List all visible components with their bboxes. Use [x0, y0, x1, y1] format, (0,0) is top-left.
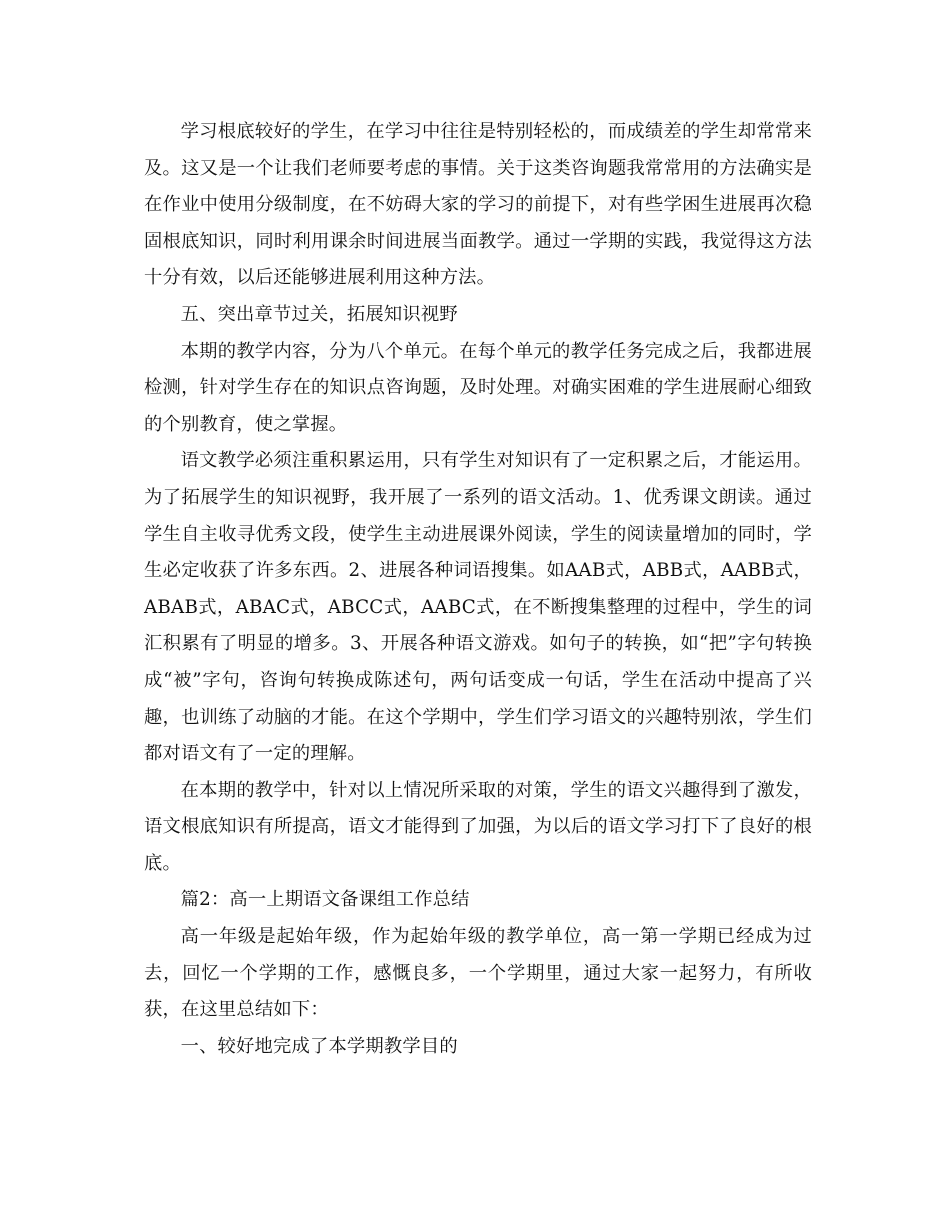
- paragraph-chinese-activities: 语文教学必须注重积累运用，只有学生对知识有了一定积累之后，才能运用。为了拓展学生的知识视野，我开展了一系列的语文活动。1、优秀课文朗读。通过学生自主收寻优秀文段，使学生主动进展课外阅读，学生的阅读量增加的同时，学生必定收获了许多东西。2、进展各种词语搜集。如AAB式，ABB式，AABB式，ABAB式，ABAC式，ABCC式，AABC式，在不断搜集整理的过程中，学生的词汇积累有了明显的增多。3、开展各种语文游戏。如句子的转换，如“把”字句转换成“被”字句，咨询句转换成陈述句，两句话变成一句话，学生在活动中提高了兴趣，也训练了动脑的才能。在这个学期中，学生们学习语文的兴趣特别浓，学生们都对语文有了一定的理解。: [144, 450, 812, 765]
- document-body: [144, 114, 812, 1065]
- section-heading-part-two: 篇2：高一上期语文备课组工作总结: [180, 889, 470, 911]
- paragraph-grade-intro: 高一年级是起始年级，作为起始年级的教学单位，高一第一学期已经成为过去，回忆一个学期的工作，感慨良多，一个学期里，通过大家一起努力，有所收获，在这里总结如下：: [144, 926, 812, 1021]
- paragraph-study-levels: 学习根底较好的学生，在学习中往往是特别轻松的，而成绩差的学生却常常来及。这又是一个让我们老师要考虑的事情。关于这类咨询题我常常用的方法确实是在作业中使用分级制度，在不妨碍大家的学习的前提下，对有些学困生进展再次稳固根底知识，同时利用课余时间进展当面教学。通过一学期的实践，我觉得这方法十分有效，以后还能够进展利用这种方法。: [144, 121, 812, 289]
- paragraph-units-testing: 本期的教学内容，分为八个单元。在每个单元的教学任务完成之后，我都进展检测，针对学生存在的知识点咨询题，及时处理。对确实困难的学生进展耐心细致的个别教育，使之掌握。: [144, 340, 812, 435]
- paragraph-results: 在本期的教学中，针对以上情况所采取的对策，学生的语文兴趣得到了激发，语文根底知识有所提高，语文才能得到了加强，为以后的语文学习打下了良好的根底。: [144, 779, 812, 874]
- section-heading-teaching-goals: 一、较好地完成了本学期教学目的: [180, 1035, 458, 1057]
- section-heading-chapter-review: 五、突出章节过关，拓展知识视野: [180, 303, 458, 325]
